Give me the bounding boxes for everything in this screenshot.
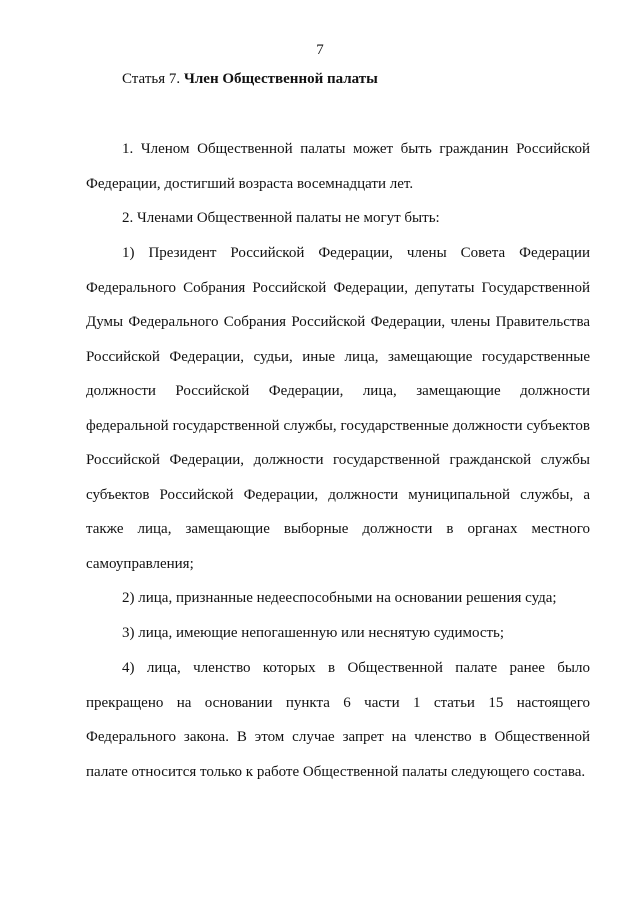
paragraph-2: 2. Членами Общественной палаты не могут быть: [122, 210, 440, 226]
article-heading [122, 62, 592, 97]
page-number: 7 [316, 42, 324, 58]
list-item-3: 3) лица, имеющие непогашенную или неснятую судимость; [122, 625, 505, 641]
list-item-2: 2) лица, признанные недееспособными на основании решения суда; [122, 590, 557, 606]
article-title: Член Общественной палаты [183, 71, 378, 87]
article-prefix: Статья 7. [122, 71, 181, 87]
list-item-4: 4) лица, членство которых в Общественной палате ранее было прекращено на основании пункта 6 части 1 статьи 15 настоящего Федерального закона. В этом случае запрет на членство в Общественной палате относится только к работе Общественной палаты следующего состава. [86, 660, 590, 780]
paragraph-1: 1. Членом Общественной палаты может быть гражданин Российской Федерации, достигший возраста восемнадцати лет. [86, 141, 590, 192]
list-item-1: 1) Президент Российской Федерации, члены Совета Федерации Федерального Собрания Российской Федерации, депутаты Государственной Думы Федерального Собрания Российской Федерации, члены Правительства Российской Федерации, судьи, иные лица, замещающие государственные должности Российской Федерации, лица, замещающие должности федеральной государственной службы, государственные должности субъектов Российской Федерации, должности государственной гражданской службы субъектов Российской Федерации, должности муниципальной службы, а также лица, замещающие выборные должности в органах местного самоуправления; [86, 245, 590, 572]
